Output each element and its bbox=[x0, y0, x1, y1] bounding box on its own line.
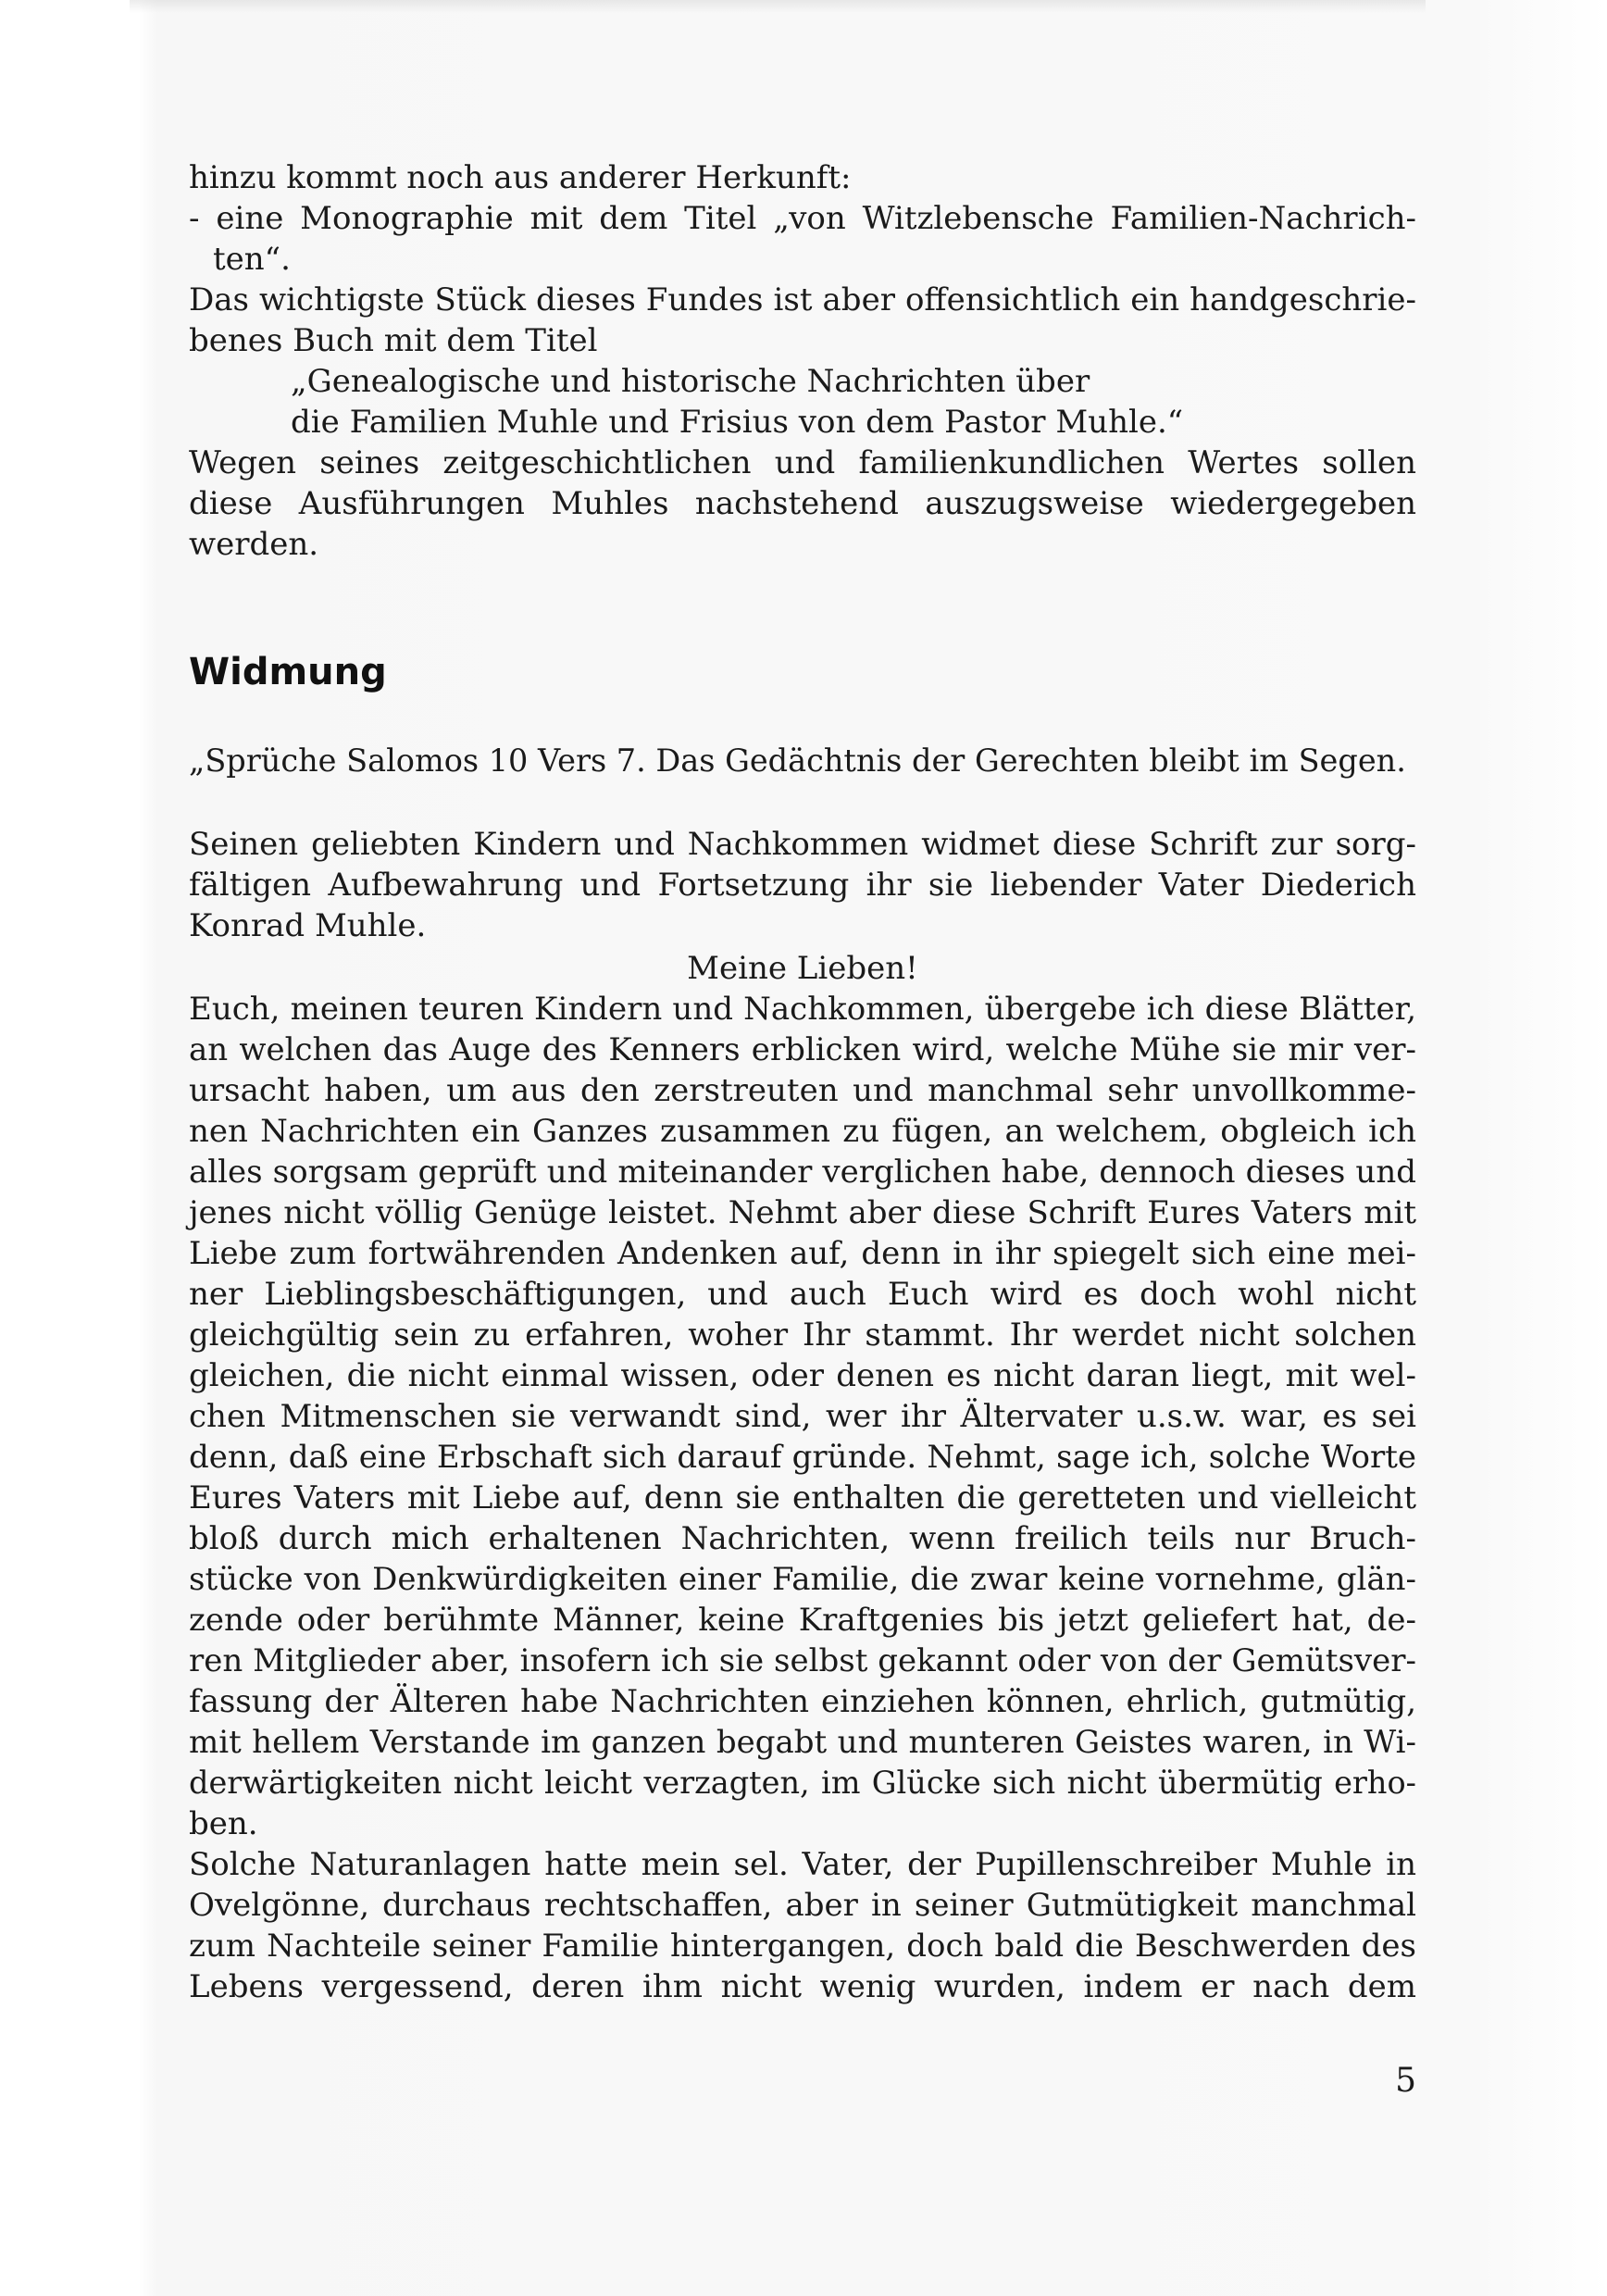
letter-line: Solche Naturanlagen hatte mein sel. Vater, der Pupillenschreiber Muhle in bbox=[189, 1846, 1416, 1883]
letter-line: bloß durch mich erhaltenen Nachrichten, wenn freilich teils nur Bruch- bbox=[189, 1520, 1416, 1557]
letter-line: alles sorgsam geprüft und miteinander verglichen habe, dennoch dieses und bbox=[189, 1154, 1416, 1191]
letter-line: an welchen das Auge des Kenners erblicken wird, welche Mühe sie mir ver- bbox=[189, 1031, 1416, 1068]
page-number: 5 bbox=[1395, 2062, 1416, 2100]
dedication-line: fältigen Aufbewahrung und Fortsetzung ihr sie liebender Vater Diederich bbox=[189, 867, 1416, 904]
letter-line: nen Nachrichten ein Ganzes zusammen zu fügen, an welchem, obgleich ich bbox=[189, 1113, 1416, 1150]
letter-line: Eures Vaters mit Liebe auf, denn sie enthalten die geretteten und vielleicht bbox=[189, 1479, 1416, 1516]
letter-line: mit hellem Verstande im ganzen begabt und munteren Geistes waren, in Wi- bbox=[189, 1724, 1416, 1761]
letter-line: zum Nachteile seiner Familie hintergangen, doch bald die Beschwerden des bbox=[189, 1928, 1416, 1965]
letter-line: ner Lieblingsbeschäftigungen, und auch Euch wird es doch wohl nicht bbox=[189, 1276, 1416, 1313]
dedication-block bbox=[189, 824, 1416, 946]
letter-line: gleichen, die nicht einmal wissen, oder denen es nicht daran liegt, mit wel- bbox=[189, 1357, 1416, 1394]
intro-line: Wegen seines zeitgeschichtlichen und familienkundlichen Wertes sollen bbox=[189, 444, 1416, 481]
section-heading: Widmung bbox=[189, 651, 387, 693]
letter-line: zende oder berühmte Männer, keine Kraftgenies bis jetzt geliefert hat, de- bbox=[189, 1602, 1416, 1639]
intro-line: ten“. bbox=[213, 241, 291, 278]
title-quote-line: die Familien Muhle und Frisius von dem Pastor Muhle.“ bbox=[291, 404, 1184, 441]
intro-line: diese Ausführungen Muhles nachstehend auszugsweise wiedergegeben bbox=[189, 485, 1416, 522]
quote-block bbox=[189, 741, 1416, 781]
letter-line: denn, daß eine Erbschaft sich darauf gründe. Nehmt, sage ich, solche Worte bbox=[189, 1439, 1416, 1476]
intro-line: - eine Monographie mit dem Titel „von Witzlebensche Familien-Nachrich- bbox=[189, 200, 1416, 237]
salutation: Meine Lieben! bbox=[687, 950, 918, 987]
letter-line: jenes nicht völlig Genüge leistet. Nehmt aber diese Schrift Eures Vaters mit bbox=[189, 1194, 1416, 1231]
intro-block bbox=[189, 157, 1416, 565]
title-quote-line: „Genealogische und historische Nachrichten über bbox=[291, 363, 1090, 400]
intro-line: benes Buch mit dem Titel bbox=[189, 322, 598, 359]
letter-line: ursacht haben, um aus den zerstreuten und manchmal sehr unvollkomme- bbox=[189, 1072, 1416, 1109]
letter-line: ren Mitglieder aber, insofern ich sie selbst gekannt oder von der Gemütsver- bbox=[189, 1642, 1416, 1679]
letter-line: Lebens vergessend, deren ihm nicht wenig wurden, indem er nach dem bbox=[189, 1968, 1416, 2005]
intro-line: Das wichtigste Stück dieses Fundes ist aber offensichtlich ein handgeschrie- bbox=[189, 281, 1416, 318]
dedication-line: Konrad Muhle. bbox=[189, 907, 427, 944]
bible-quote: „Sprüche Salomos 10 Vers 7. Das Gedächtnis der Gerechten bleibt im Segen. bbox=[189, 742, 1406, 779]
letter-line: fassung der Älteren habe Nachrichten einziehen können, ehrlich, gutmütig, bbox=[189, 1683, 1416, 1720]
letter-line: stücke von Denkwürdigkeiten einer Familie, die zwar keine vornehme, glän- bbox=[189, 1561, 1416, 1598]
letter-line: Ovelgönne, durchaus rechtschaffen, aber in seiner Gutmütigkeit manchmal bbox=[189, 1887, 1416, 1924]
dedication-line: Seinen geliebten Kindern und Nachkommen widmet diese Schrift zur sorg- bbox=[189, 826, 1416, 863]
letter-block bbox=[189, 948, 1416, 2007]
letter-line: ben. bbox=[189, 1805, 258, 1842]
letter-line: chen Mitmenschen sie verwandt sind, wer ihr Ältervater u.s.w. war, es sei bbox=[189, 1398, 1416, 1435]
scan-edge-shadow bbox=[130, 0, 1426, 13]
letter-line: gleichgültig sein zu erfahren, woher Ihr stammt. Ihr werdet nicht solchen bbox=[189, 1316, 1416, 1354]
letter-line: Liebe zum fortwährenden Andenken auf, denn in ihr spiegelt sich eine mei- bbox=[189, 1235, 1416, 1272]
letter-line: derwärtigkeiten nicht leicht verzagten, im Glücke sich nicht übermütig erho- bbox=[189, 1765, 1416, 1801]
intro-line: hinzu kommt noch aus anderer Herkunft: bbox=[189, 159, 852, 196]
intro-line: werden. bbox=[189, 526, 319, 563]
letter-line: Euch, meinen teuren Kindern und Nachkommen, übergebe ich diese Blätter, bbox=[189, 991, 1416, 1028]
